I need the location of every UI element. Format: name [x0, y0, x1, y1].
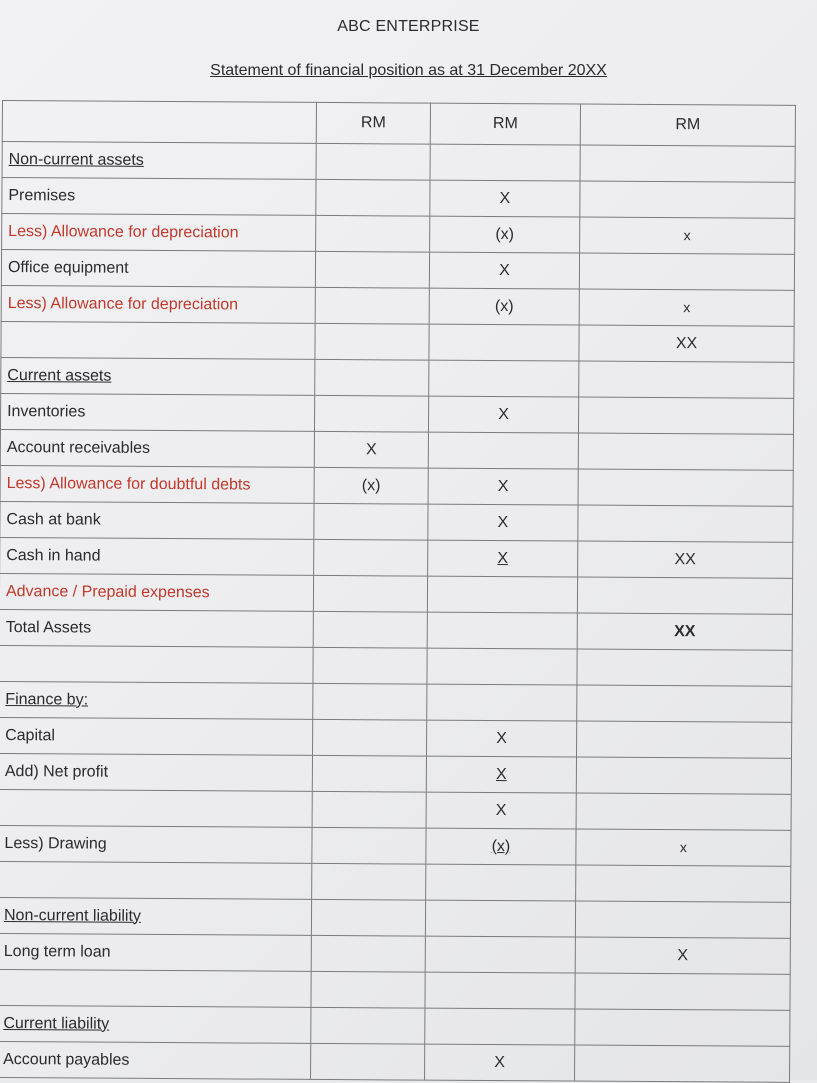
amount-cell-col-1 [313, 719, 427, 756]
amount-cell-col-2 [429, 288, 579, 325]
amount-cell-col-1 [311, 971, 425, 1008]
table-row [0, 573, 793, 614]
row-label: Less) Allowance for doubtful debts [0, 465, 314, 503]
statement-title [0, 62, 817, 80]
row-label: Cash in hand [0, 537, 314, 575]
amount-cell-col-1 [312, 827, 426, 864]
amount-cell-col-3 [578, 505, 793, 542]
amount-cell-col-1 [311, 935, 425, 972]
row-label: Total Assets [0, 609, 313, 647]
amount-cell-col-3 [577, 649, 792, 686]
amount-cell-col-2 [425, 1044, 575, 1081]
row-label: Add) Net profit [0, 753, 313, 791]
table-row [0, 537, 793, 578]
amount-cell-col-3 [578, 433, 793, 470]
row-label: Less) Allowance for depreciation [1, 285, 315, 323]
amount-cell-col-1 [314, 539, 428, 576]
amount-cell-col-1 [315, 323, 429, 360]
amount-cell-col-1 [311, 899, 425, 936]
amount-value: x [679, 838, 688, 855]
table-row [0, 753, 791, 794]
amount-cell-col-3 [576, 757, 791, 794]
amount-value: X [497, 549, 509, 567]
amount-cell-col-1 [311, 1043, 425, 1080]
amount-cell-col-3 [576, 865, 791, 902]
row-label: Account payables [0, 1041, 311, 1079]
amount-value: X [497, 513, 509, 531]
amount-cell-col-2 [426, 828, 576, 865]
amount-value: X [496, 729, 507, 747]
row-label: Less) Drawing [0, 825, 312, 863]
amount-cell-col-3 [575, 1009, 790, 1046]
amount-cell-col-2 [428, 468, 578, 505]
table-row [0, 897, 791, 938]
amount-cell-col-3 [577, 577, 792, 614]
amount-value: X [677, 946, 689, 964]
table-row [1, 321, 794, 362]
amount-cell-col-2 [428, 432, 578, 469]
amount-cell-col-2 [426, 864, 576, 901]
row-label: Advance / Prepaid expenses [0, 573, 314, 611]
table-row [1, 357, 794, 398]
row-label [0, 645, 313, 683]
amount-value: X [365, 440, 377, 458]
row-label: Premises [2, 178, 316, 216]
amount-cell-col-2 [429, 360, 579, 397]
amount-cell-col-2 [426, 792, 576, 829]
amount-cell-col-2 [427, 576, 577, 613]
amount-value: X [495, 765, 507, 783]
table-row [2, 214, 795, 255]
amount-cell-col-2 [427, 612, 577, 649]
header-label-col [2, 101, 316, 144]
amount-cell-col-1 [315, 287, 429, 324]
amount-cell-col-1 [313, 611, 427, 648]
amount-cell-col-1 [316, 143, 430, 180]
financial-position-table [0, 100, 796, 1083]
amount-cell-col-3 [577, 685, 792, 722]
row-label: Account receivables [0, 429, 314, 467]
amount-value: XX [674, 622, 696, 640]
row-label: Less) Allowance for depreciation [2, 214, 316, 252]
header-rm-col-3: RM [580, 104, 795, 146]
amount-cell-col-2 [427, 684, 577, 721]
amount-cell-col-1 [313, 683, 427, 720]
amount-value: (x) [495, 225, 515, 243]
row-label [0, 789, 312, 827]
amount-cell-col-1 [312, 755, 426, 792]
row-label [0, 969, 311, 1007]
amount-cell-col-2 [428, 504, 578, 541]
table-row [0, 393, 793, 434]
amount-cell-col-3 [579, 361, 794, 398]
amount-cell-col-2 [425, 972, 575, 1009]
amount-cell-col-1 [312, 863, 426, 900]
table-row [0, 681, 792, 722]
row-label: Current assets [1, 357, 315, 395]
amount-cell-col-2 [430, 180, 580, 217]
row-label: Finance by: [0, 681, 313, 719]
amount-cell-col-3 [580, 181, 795, 218]
company-name: ABC ENTERPRISE [337, 18, 480, 35]
amount-cell-col-1 [314, 467, 428, 504]
table-row [0, 933, 790, 974]
amount-cell-col-2 [430, 216, 580, 253]
table-row [1, 250, 794, 291]
amount-cell-col-1 [314, 503, 428, 540]
table-row [0, 969, 790, 1010]
amount-cell-col-3 [576, 721, 791, 758]
amount-cell-col-2 [425, 936, 575, 973]
header-rm-col-2: RM [430, 103, 580, 145]
amount-value: XX [675, 334, 698, 352]
table-row [0, 825, 791, 866]
amount-cell-col-2 [428, 540, 578, 577]
statement-title-text: Statement of financial position as at 31 December 20XX [210, 62, 607, 79]
amount-cell-col-3 [579, 289, 794, 326]
amount-value: (x) [361, 476, 381, 494]
amount-value: x [683, 298, 691, 315]
row-label: Current liability [0, 1005, 311, 1043]
row-label: Long term loan [0, 933, 311, 971]
header-rm-col-1: RM [316, 102, 430, 144]
amount-cell-col-3 [579, 325, 794, 362]
amount-value: X [499, 261, 510, 279]
amount-cell-col-1 [311, 1007, 425, 1044]
table-row [0, 1041, 790, 1082]
amount-cell-col-1 [314, 431, 428, 468]
amount-cell-col-3 [575, 1045, 790, 1082]
table-header-row [2, 101, 795, 147]
amount-cell-col-3 [575, 937, 790, 974]
amount-value: XX [674, 550, 696, 568]
amount-cell-col-2 [425, 900, 575, 937]
amount-cell-col-1 [312, 791, 426, 828]
amount-cell-col-3 [580, 217, 795, 254]
amount-cell-col-1 [315, 359, 429, 396]
amount-cell-col-2 [425, 1008, 575, 1045]
amount-cell-col-3 [578, 397, 793, 434]
table-row [0, 861, 791, 902]
table-row [0, 789, 791, 830]
amount-cell-col-1 [316, 215, 430, 252]
table-row [0, 645, 792, 686]
amount-cell-col-3 [578, 469, 793, 506]
amount-cell-col-2 [426, 756, 576, 793]
amount-cell-col-1 [313, 575, 427, 612]
row-label: Inventories [0, 393, 314, 431]
table-row [2, 178, 795, 219]
row-label [1, 321, 315, 359]
amount-cell-col-2 [429, 324, 579, 361]
table-row [0, 1005, 790, 1046]
amount-value: X [494, 1053, 506, 1071]
table-row [1, 285, 794, 326]
amount-value: X [499, 189, 511, 207]
amount-cell-col-3 [575, 973, 790, 1010]
amount-cell-col-1 [314, 395, 428, 432]
amount-cell-col-1 [313, 647, 427, 684]
amount-value: (x) [494, 297, 514, 315]
amount-value: X [497, 477, 509, 495]
table-row [0, 609, 792, 650]
amount-value: (x) [491, 837, 511, 855]
amount-value: x [683, 226, 691, 243]
row-label: Office equipment [1, 250, 315, 288]
amount-cell-col-1 [315, 251, 429, 288]
table-row [0, 465, 793, 506]
row-label: Cash at bank [0, 501, 314, 539]
amount-cell-col-2 [430, 144, 580, 181]
amount-cell-col-3 [580, 145, 795, 182]
amount-value: X [498, 405, 509, 423]
amount-cell-col-3 [576, 829, 791, 866]
amount-value: X [495, 801, 507, 819]
amount-cell-col-3 [576, 793, 791, 830]
amount-cell-col-2 [427, 720, 577, 757]
amount-cell-col-3 [577, 613, 792, 650]
table-row [0, 717, 792, 758]
table-row [2, 142, 795, 183]
row-label [0, 861, 312, 899]
amount-cell-col-3 [575, 901, 790, 938]
row-label: Non-current assets [2, 142, 316, 180]
amount-cell-col-3 [579, 253, 794, 290]
amount-cell-col-2 [427, 648, 577, 685]
amount-cell-col-3 [578, 541, 793, 578]
amount-cell-col-2 [429, 252, 579, 289]
row-label: Non-current liability [0, 897, 312, 935]
table-row [0, 501, 793, 542]
amount-cell-col-2 [428, 396, 578, 433]
row-label: Capital [0, 717, 313, 755]
table-row [0, 429, 793, 470]
amount-cell-col-1 [316, 179, 430, 216]
